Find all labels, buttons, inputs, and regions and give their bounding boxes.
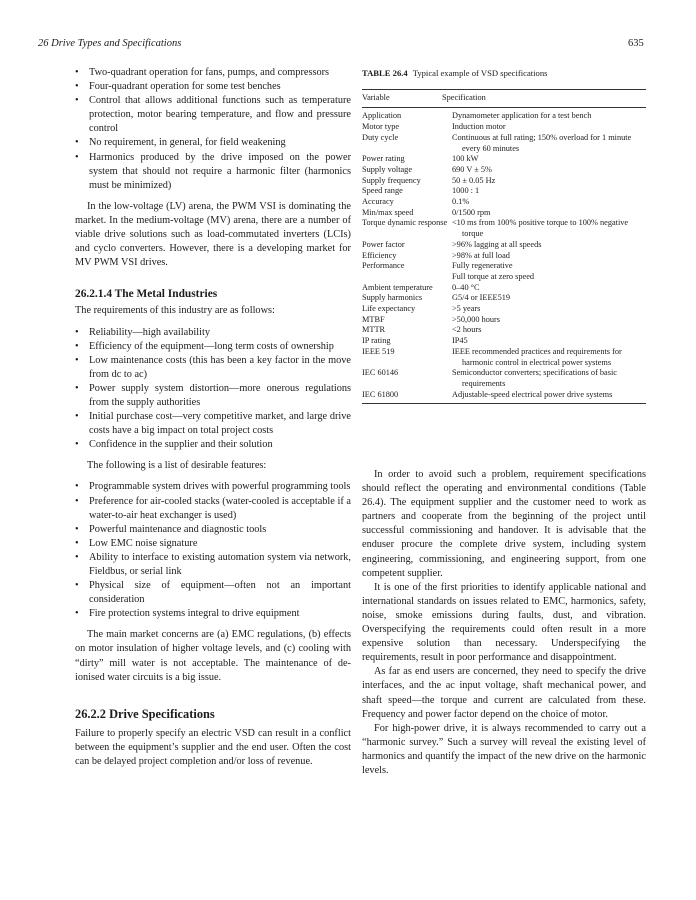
table-cell-specification: Dynamometer application for a test bench (452, 111, 592, 121)
table-cell-specification: Full torque at zero speed (452, 271, 535, 281)
table-row (362, 347, 646, 368)
list-item: • Efficiency of the equipment—long term costs of ownership (75, 340, 351, 354)
list-item: • Low EMC noise signature (75, 537, 351, 551)
table-cell-variable: Ambient temperature (362, 282, 433, 292)
table-cell-specification: Continuous at full rating; 150% overload for 1 minute every 60 minutes (452, 132, 632, 153)
table-row (362, 176, 646, 187)
list-item: • Ability to interface to existing automation system via network, Fieldbus, or serial link (75, 551, 351, 579)
table-cell-specification: <2 hours (452, 325, 482, 335)
paragraph: In order to avoid such a problem, requirement specifications should reflect the operating and environmental conditions (Table 26.4). The equipment supplier and the customer need to work as partners and cooperate from the beginning of the project until successful commissioning and handover. It is advisable that the enduser procure the complete drive system, including system engineering, commissioning, and engineering support, from one competent supplier. (362, 469, 646, 579)
paragraph: The main market concerns are (a) EMC regulations, (b) effects on motor insulation of higher voltage levels, and (c) cooling with “dirty” mill water is not acceptable. The maintenance of de-ionised water circuits is a big issue. (75, 629, 351, 683)
desirable-features-list (75, 480, 351, 621)
list-item: • Low maintenance costs (this has been a key factor in the move from dc to ac) (75, 354, 351, 382)
table-cell-variable: Torque dynamic response (362, 218, 448, 228)
list-item: • Two-quadrant operation for fans, pumps, and compressors (75, 66, 351, 80)
table-cell-variable: IEC 61800 (362, 389, 399, 399)
table-cell-specification: >5 years (452, 304, 481, 314)
table-row (362, 336, 646, 347)
table-cell-variable: Application (362, 111, 402, 121)
list-item: • Physical size of equipment—often not an important consideration (75, 579, 351, 607)
page-number: 635 (628, 38, 644, 49)
list-item: • Initial purchase cost—very competitive market, and large drive costs have a big impact on total project costs (75, 410, 351, 438)
table-row (362, 111, 646, 122)
left-column (75, 66, 351, 769)
table-cell-specification: 0.1% (452, 197, 470, 207)
list-item: • Powerful maintenance and diagnostic tools (75, 523, 351, 537)
list-item: • Control that allows additional functions such as temperature protection, motor bearing temperature, and flow and pressure control (75, 94, 351, 136)
column-header-variable: Variable (362, 92, 390, 102)
table-cell-specification: 1000 : 1 (452, 186, 480, 196)
table-label: TABLE 26.4 (362, 68, 408, 78)
section-heading-drive-specifications: 26.2.2 Drive Specifications (75, 706, 215, 721)
list-item: • Fire protection systems integral to drive equipment (75, 607, 351, 621)
table-cell-specification: IEEE recommended practices and requirements for harmonic control in electrical power systems (452, 346, 622, 367)
table-rule-bottom (362, 403, 646, 404)
section-heading-metal-industries: 26.2.1.4 The Metal Industries (75, 288, 218, 301)
list-item: • Harmonics produced by the drive imposed on the power system that should not require a harmonic filter (harmonics must be minimized) (75, 151, 351, 193)
table-row (362, 208, 646, 219)
table-row (362, 240, 646, 251)
table-row (362, 390, 646, 401)
table-cell-specification: G5/4 or IEEE519 (452, 293, 511, 303)
table-row (362, 218, 646, 239)
table-cell-variable: Accuracy (362, 197, 394, 207)
table-cell-variable: Efficiency (362, 250, 397, 260)
table-cell-variable: Motor type (362, 122, 400, 132)
table-cell-variable: Supply frequency (362, 175, 421, 185)
table-row (362, 154, 646, 165)
list-item: • Programmable system drives with powerful programming tools (75, 480, 351, 494)
table-cell-variable: Duty cycle (362, 132, 399, 142)
table-cell-variable: MTBF (362, 314, 385, 324)
table-row (362, 293, 646, 304)
table-cell-variable: Min/max speed (362, 207, 414, 217)
list-item: • Confidence in the supplier and their solution (75, 438, 351, 452)
table-row (362, 165, 646, 176)
list-item: • Reliability—high availability (75, 326, 351, 340)
list-item: • No requirement, in general, for field weakening (75, 136, 351, 150)
table-row (362, 186, 646, 197)
vsd-specifications-table (362, 68, 646, 404)
table-row (362, 251, 646, 262)
table-cell-variable: Power rating (362, 154, 405, 164)
paragraph: It is one of the first priorities to identify applicable national and international standards on issues related to EMC, harmonics, safety, noise, smoke emissions during faults, dust, and vibration. Overspecifying the requirements could often result in a more expensive solution than necessary. Underspecifying the requirements, result in poor performance and disappointment. (362, 581, 646, 664)
column-header-specification: Specification (442, 92, 486, 102)
table-cell-variable: Speed range (362, 186, 403, 196)
paragraph: The following is a list of desirable features: (87, 460, 267, 472)
table-row (362, 315, 646, 326)
table-header-row (362, 90, 646, 108)
industry-requirements-list (75, 326, 351, 453)
paragraph: The requirements of this industry are as follows: (75, 305, 275, 317)
list-item: • Preference for air-cooled stacks (water-cooled is acceptable if a water-to-air heat exchanger is used) (75, 495, 351, 523)
table-cell-specification: 50 ± 0.05 Hz (452, 175, 496, 185)
table-cell-variable: IEEE 519 (362, 346, 395, 356)
table-cell-variable: MTTR (362, 325, 386, 335)
running-header: 26 Drive Types and Specifications (38, 38, 182, 49)
table-row (362, 304, 646, 315)
table-caption (362, 68, 646, 79)
table-cell-specification: IP45 (452, 336, 468, 346)
table-cell-variable: Supply harmonics (362, 293, 423, 303)
table-row (362, 325, 646, 336)
table-row (362, 133, 646, 154)
table-row (362, 122, 646, 133)
table-cell-variable: Supply voltage (362, 164, 413, 174)
table-cell-variable: Power factor (362, 239, 405, 249)
table-cell-specification: >98% at full load (452, 250, 510, 260)
table-row (362, 197, 646, 208)
table-cell-specification: >96% lagging at all speeds (452, 239, 542, 249)
table-row (362, 283, 646, 294)
paragraph: In the low-voltage (LV) arena, the PWM VSI is dominating the market. In the medium-voltage (MV) arena, there are a number of viable drive solutions such as load-commutated inverters (LCIs) and cyclo converters. However, there is a developing market for MV PWM VSI drives. (75, 200, 351, 269)
table-cell-specification: >50,000 hours (452, 314, 501, 324)
table-cell-variable (362, 272, 452, 283)
table-cell-specification: Semiconductor converters; specifications of basic requirements (452, 368, 617, 388)
paragraph: For high-power drive, it is always recommended to carry out a “harmonic survey.” Such a survey will reveal the existing level of harmonics and quantify the impact of the new drive on the harmonic levels. (362, 722, 646, 776)
table-row (362, 261, 646, 272)
table-cell-variable: IEC 60146 (362, 368, 399, 378)
table-cell-variable: IP rating (362, 336, 391, 346)
list-item: • Power supply system distortion—more onerous regulations from the supply authorities (75, 382, 351, 410)
table-cell-specification: Fully regenerative (452, 261, 513, 271)
list-item: • Four-quadrant operation for some test benches (75, 80, 351, 94)
table-cell-specification: 0–40 °C (452, 282, 480, 292)
application-requirements-list (75, 66, 351, 193)
table-cell-specification: Induction motor (452, 122, 506, 132)
table-row (362, 272, 646, 283)
table-cell-specification: 690 V ± 5% (452, 164, 492, 174)
table-cell-specification: Adjustable-speed electrical power drive systems (452, 389, 613, 399)
table-cell-specification: 0/1500 rpm (452, 207, 491, 217)
table-body (362, 111, 646, 400)
table-cell-specification: <10 ms from 100% positive torque to 100% negative torque (452, 218, 629, 239)
table-cell-specification: 100 kW (452, 154, 479, 164)
paragraph: As far as end users are concerned, they need to specify the drive interfaces, and the ac input voltage, shaft mechanical power, and shaft speed—the torque and current are calculated from these. Frequency and power factor depend on the choice of motor. (362, 666, 646, 720)
paragraph: Failure to properly specify an electric VSD can result in a conflict between the equipment’s supplier and the end user. Often the cost can be delayed project completion and/or loss of revenue. (75, 727, 351, 768)
table-cell-variable: Performance (362, 261, 405, 271)
table-cell-variable: Life expectancy (362, 304, 416, 314)
right-column (362, 468, 646, 778)
table-row (362, 368, 646, 389)
table-title: Typical example of VSD specifications (412, 68, 548, 78)
